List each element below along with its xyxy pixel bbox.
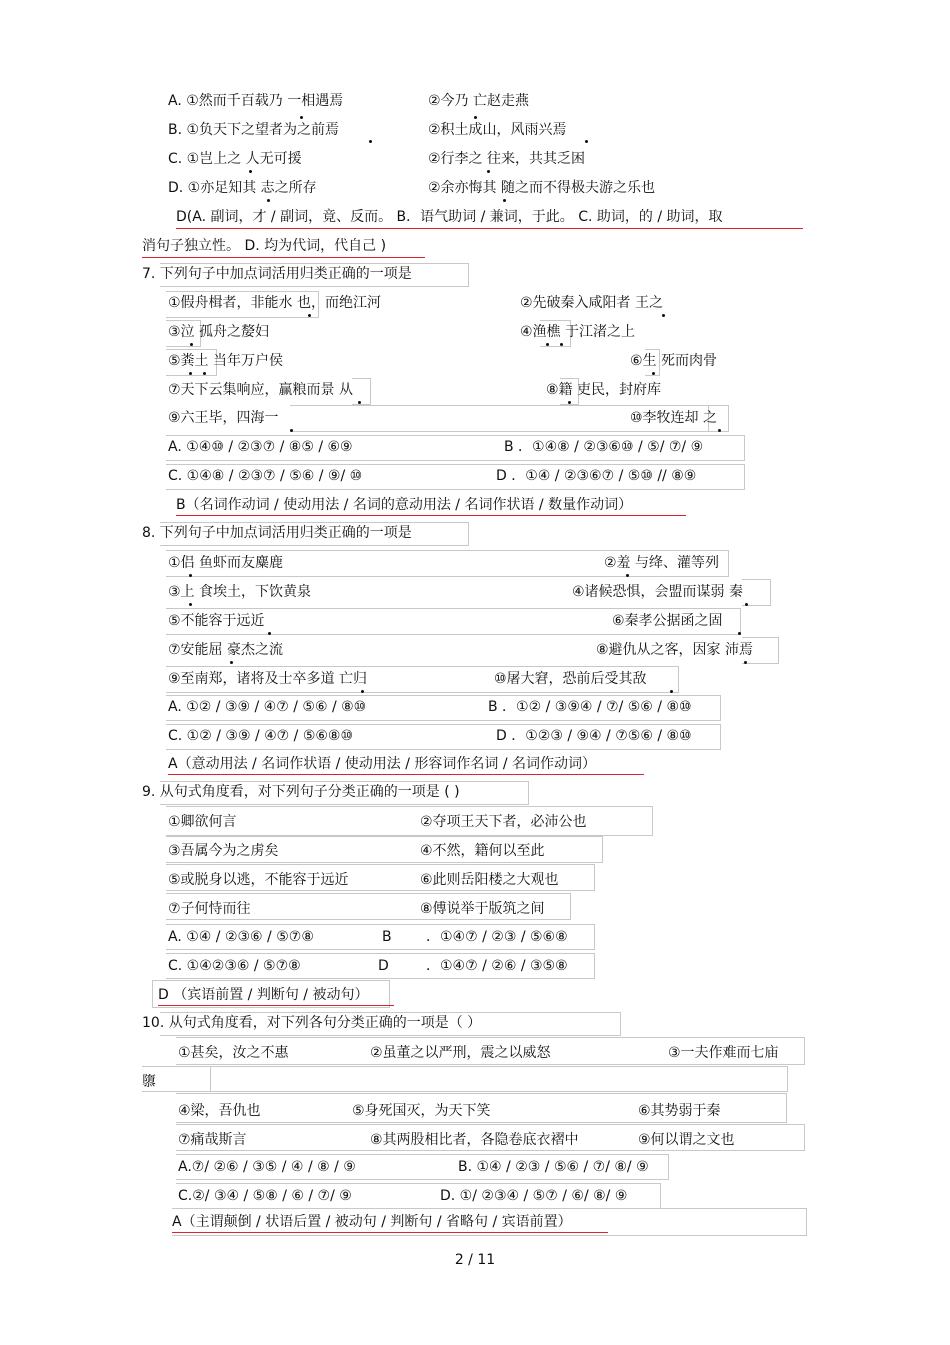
q8-choice-c: C. ①② / ③⑨ / ④⑦ / ⑤⑥⑧⑩ xyxy=(168,728,354,744)
q10-item-7: ⑦痛哉斯言 xyxy=(178,1132,247,1148)
emphasis-dot xyxy=(487,170,490,173)
q6-option-b-right: ②积土成山，风雨兴焉 xyxy=(428,122,567,138)
frame xyxy=(210,1066,788,1092)
q10-item-9: ⑨何以谓之文也 xyxy=(638,1132,735,1148)
q10-stem: 10. 从句式角度看，对下列各句分类正确的一项是（ ） xyxy=(142,1015,482,1031)
q9-item-2: ②夺项王天下者，必沛公也 xyxy=(420,814,587,830)
q9-item-1: ①卿欲何言 xyxy=(168,814,237,830)
emphasis-dot xyxy=(189,574,192,577)
q7-choice-d: D ．①④ / ②③⑥⑦ / ⑤⑩ // ⑧⑨ xyxy=(496,468,697,484)
emphasis-dot xyxy=(718,429,721,432)
q8-item-8: ⑧避仇从之客，因家 沛焉 xyxy=(596,642,754,658)
q6-option-b-left: B. ①负天下之望者为之前焉 xyxy=(168,122,340,138)
q10-item-5: ⑤身死国灭，为天下笑 xyxy=(352,1103,491,1119)
page-number: 2 / 11 xyxy=(454,1252,496,1268)
frame xyxy=(742,579,771,606)
q6-option-a-left: A. ①然而千百载乃 一相遇焉 xyxy=(168,93,344,109)
emphasis-dot xyxy=(568,401,571,404)
emphasis-dot xyxy=(189,603,192,606)
q10-item-1: ①甚矣，汝之不惠 xyxy=(178,1045,289,1061)
emphasis-dot xyxy=(249,170,252,173)
q9-choice-c: C. ①④②③⑥ / ⑤⑦⑧ xyxy=(168,958,301,974)
q10-item-3: ③一夫作难而七庙 xyxy=(668,1045,779,1061)
q10-item-3-wrap: 隳 xyxy=(142,1074,156,1090)
emphasis-dot xyxy=(300,116,303,119)
emphasis-dot xyxy=(652,372,655,375)
q7-choice-a: A. ①④⑩ / ②③⑦ / ⑧⑤ / ⑥⑨ xyxy=(168,439,353,455)
q7-item-4: ④渔樵 于江渚之上 xyxy=(520,324,636,340)
q9-item-7: ⑦子何恃而往 xyxy=(168,901,251,917)
q10-answer: A（主谓颠倒 / 状语后置 / 被动句 / 判断句 / 省略句 / 宾语前置） xyxy=(172,1214,572,1230)
q9-item-5: ⑤或脱身以逃，不能容于远近 xyxy=(168,872,349,888)
q6-answer-line1: D(A. 副词，才 / 副词，竟、反而。 B．语气助词 / 兼词，于此。 C. 助词，的 / 助词，取 xyxy=(176,209,723,225)
q8-choice-d: D ．①②③ / ⑨④ / ⑦⑤⑥ / ⑧⑩ xyxy=(496,728,692,744)
q8-choice-b: B ．①② / ③⑨④ / ⑦/ ⑤⑥ / ⑧⑩ xyxy=(488,699,692,715)
q8-answer: A（意动用法 / 名词作状语 / 使动用法 / 形容词作名词 / 名词作动词） xyxy=(168,756,597,772)
q8-item-3: ③上 食埃土，下饮黄泉 xyxy=(168,584,312,600)
q8-item-4: ④诸候恐惧，会盟而谋弱 秦 xyxy=(572,584,744,600)
q9-item-4: ④不然，籍何以至此 xyxy=(420,843,545,859)
q10-item-4: ④梁，吾仇也 xyxy=(178,1103,261,1119)
emphasis-dot xyxy=(230,661,233,664)
answer-underline xyxy=(176,515,686,516)
q10-choice-c: C.②/ ③④ / ⑤⑧ / ⑥ / ⑦/ ⑨ xyxy=(178,1188,352,1204)
q6-option-d-left: D. ①亦足知其 志之所存 xyxy=(168,180,317,196)
emphasis-dot xyxy=(560,343,563,346)
q8-item-1: ①侣 鱼虾而友麋鹿 xyxy=(168,555,284,571)
emphasis-dot xyxy=(585,140,588,143)
q7-stem: 7. 下列句子中加点词活用归类正确的一项是 xyxy=(142,266,412,282)
answer-underline xyxy=(168,774,644,775)
emphasis-dot xyxy=(503,199,506,202)
emphasis-dot xyxy=(358,401,361,404)
emphasis-dot xyxy=(670,690,673,693)
emphasis-dot xyxy=(745,603,748,606)
emphasis-dot xyxy=(203,372,206,375)
emphasis-dot xyxy=(267,199,270,202)
q8-item-10: ⑩屠大窘，恐前后受其敌 xyxy=(494,671,647,687)
q10-item-6: ⑥其势弱于秦 xyxy=(638,1103,721,1119)
q7-answer: B（名词作动词 / 使动用法 / 名词的意动用法 / 名词作状语 / 数量作动词） xyxy=(176,497,633,513)
q7-item-9: ⑨六王毕，四海一 xyxy=(168,410,279,426)
q10-choice-a: A.⑦/ ②⑥ / ③⑤ / ④ / ⑧ / ⑨ xyxy=(178,1159,356,1175)
q8-item-9: ⑨至南郑，诸将及士卒多道 亡归 xyxy=(168,671,368,687)
emphasis-dot xyxy=(189,372,192,375)
q9-item-8: ⑧傅说举于版筑之间 xyxy=(420,901,545,917)
emphasis-dot xyxy=(369,140,372,143)
q7-item-2: ②先破秦入咸阳者 王之 xyxy=(520,295,664,311)
q7-item-1: ①假舟楫者，非能水 也，而绝江河 xyxy=(168,295,382,311)
emphasis-dot xyxy=(308,314,311,317)
q6-option-d-right: ②余亦悔其 随之而不得极夫游之乐也 xyxy=(428,180,656,196)
emphasis-dot xyxy=(626,574,629,577)
q10-item-2: ②虽董之以严刑，震之以威怒 xyxy=(370,1045,551,1061)
emphasis-dot xyxy=(744,661,747,664)
q8-item-7: ⑦安能屈 豪杰之流 xyxy=(168,642,284,658)
q8-item-2: ②羞 与绛、灌等列 xyxy=(604,555,720,571)
emphasis-dot xyxy=(474,116,477,119)
q6-answer-line2: 消句子独立性。 D. 均为代词，代自己 ) xyxy=(142,238,387,254)
q6-option-c-right: ②行李之 往来，共其乏困 xyxy=(428,151,586,167)
q7-item-3: ③泣 孤舟之嫠妇 xyxy=(168,324,270,340)
emphasis-dot xyxy=(662,314,665,317)
q9-choice-a: A. ①④ / ②③⑥ / ⑤⑦⑧ xyxy=(168,929,314,945)
q9-stem: 9. 从句式角度看，对下列句子分类正确的一项是 ( ) xyxy=(142,784,460,800)
q7-item-10: ⑩李牧连却 之 xyxy=(630,410,718,426)
q9-choice-d: ．①④⑦ / ②⑥ / ③⑤⑧ xyxy=(426,958,568,974)
emphasis-dot xyxy=(546,343,549,346)
q8-item-6: ⑥秦孝公据函之固 xyxy=(612,613,723,629)
q7-item-5: ⑤粪土 当年万户侯 xyxy=(168,353,284,369)
answer-underline xyxy=(176,228,803,229)
emphasis-dot xyxy=(268,632,271,635)
frame xyxy=(352,378,371,405)
q8-choice-a: A. ①② / ③⑨ / ④⑦ / ⑤⑥ / ⑧⑩ xyxy=(168,699,367,715)
q6-option-a-right: ②今乃 亡赵走燕 xyxy=(428,93,530,109)
answer-underline xyxy=(158,1005,394,1006)
q9-item-6: ⑥此则岳阳楼之大观也 xyxy=(420,872,559,888)
q7-item-8: ⑧籍 吏民，封府库 xyxy=(546,382,662,398)
q9-choice-b-letter: B xyxy=(382,929,392,945)
q6-option-c-left: C. ①岂上之 人无可援 xyxy=(168,151,302,167)
emphasis-dot xyxy=(190,343,193,346)
q9-answer: D （宾语前置 / 判断句 / 被动句） xyxy=(158,987,369,1003)
q7-choice-c: C. ①④⑧ / ②③⑦ / ⑤⑥ / ⑨/ ⑩ xyxy=(168,468,363,484)
q7-item-6: ⑥生 死而肉骨 xyxy=(630,353,718,369)
q10-item-8: ⑧其两股相比者，各隐卷底衣褶中 xyxy=(370,1132,579,1148)
q10-choice-d: D. ①/ ②③④ / ⑤⑦ / ⑥/ ⑧/ ⑨ xyxy=(440,1188,628,1204)
emphasis-dot xyxy=(361,690,364,693)
q7-item-7: ⑦天下云集响应，赢粮而景 从 xyxy=(168,382,354,398)
emphasis-dot xyxy=(290,429,293,432)
q9-item-3: ③吾属今为之虏矣 xyxy=(168,843,279,859)
q10-choice-b: B. ①④ / ②③ / ⑤⑥ / ⑦/ ⑧/ ⑨ xyxy=(458,1159,649,1175)
answer-underline xyxy=(142,257,425,258)
answer-underline xyxy=(172,1232,608,1233)
q9-choice-b: ．①④⑦ / ②③ / ⑤⑥⑧ xyxy=(426,929,568,945)
q8-item-5: ⑤不能容于远近 xyxy=(168,613,265,629)
q8-stem: 8. 下列句子中加点词活用归类正确的一项是 xyxy=(142,525,412,541)
emphasis-dot xyxy=(738,632,741,635)
q7-choice-b: B ．①④⑧ / ②③⑥⑩ / ⑤/ ⑦/ ⑨ xyxy=(504,439,704,455)
q9-choice-d-letter: D xyxy=(378,958,389,974)
